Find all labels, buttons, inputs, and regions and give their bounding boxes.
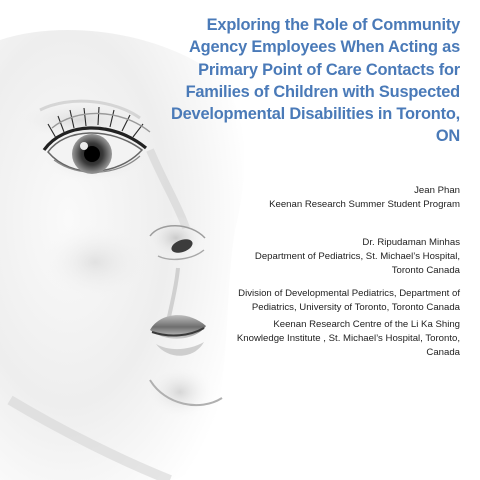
supervisor-name: Dr. Ripudaman Minhas	[362, 237, 460, 248]
affiliation-uoft-developmental-pediatrics: Division of Developmental Pediatrics, Department of Pediatrics, University of Toronto, Toronto Canada	[238, 288, 460, 314]
student-name: Jean Phan	[414, 185, 460, 196]
affiliation-st-michaels-pediatrics: Department of Pediatrics, St. Michael’s Hospital, Toronto Canada	[254, 251, 460, 277]
affiliation-keenan-research-centre: Keenan Research Centre of the Li Ka Shing Knowledge Institute , St. Michael’s Hospital, Toronto, Canada	[236, 319, 460, 359]
program-name: Keenan Research Summer Student Program	[269, 199, 460, 210]
presentation-title: Exploring the Role of Community Agency Employees When Acting as Primary Point of Care Contacts for Families of Children with Suspected Developmental Disabilities in Toronto, ON	[171, 16, 460, 146]
